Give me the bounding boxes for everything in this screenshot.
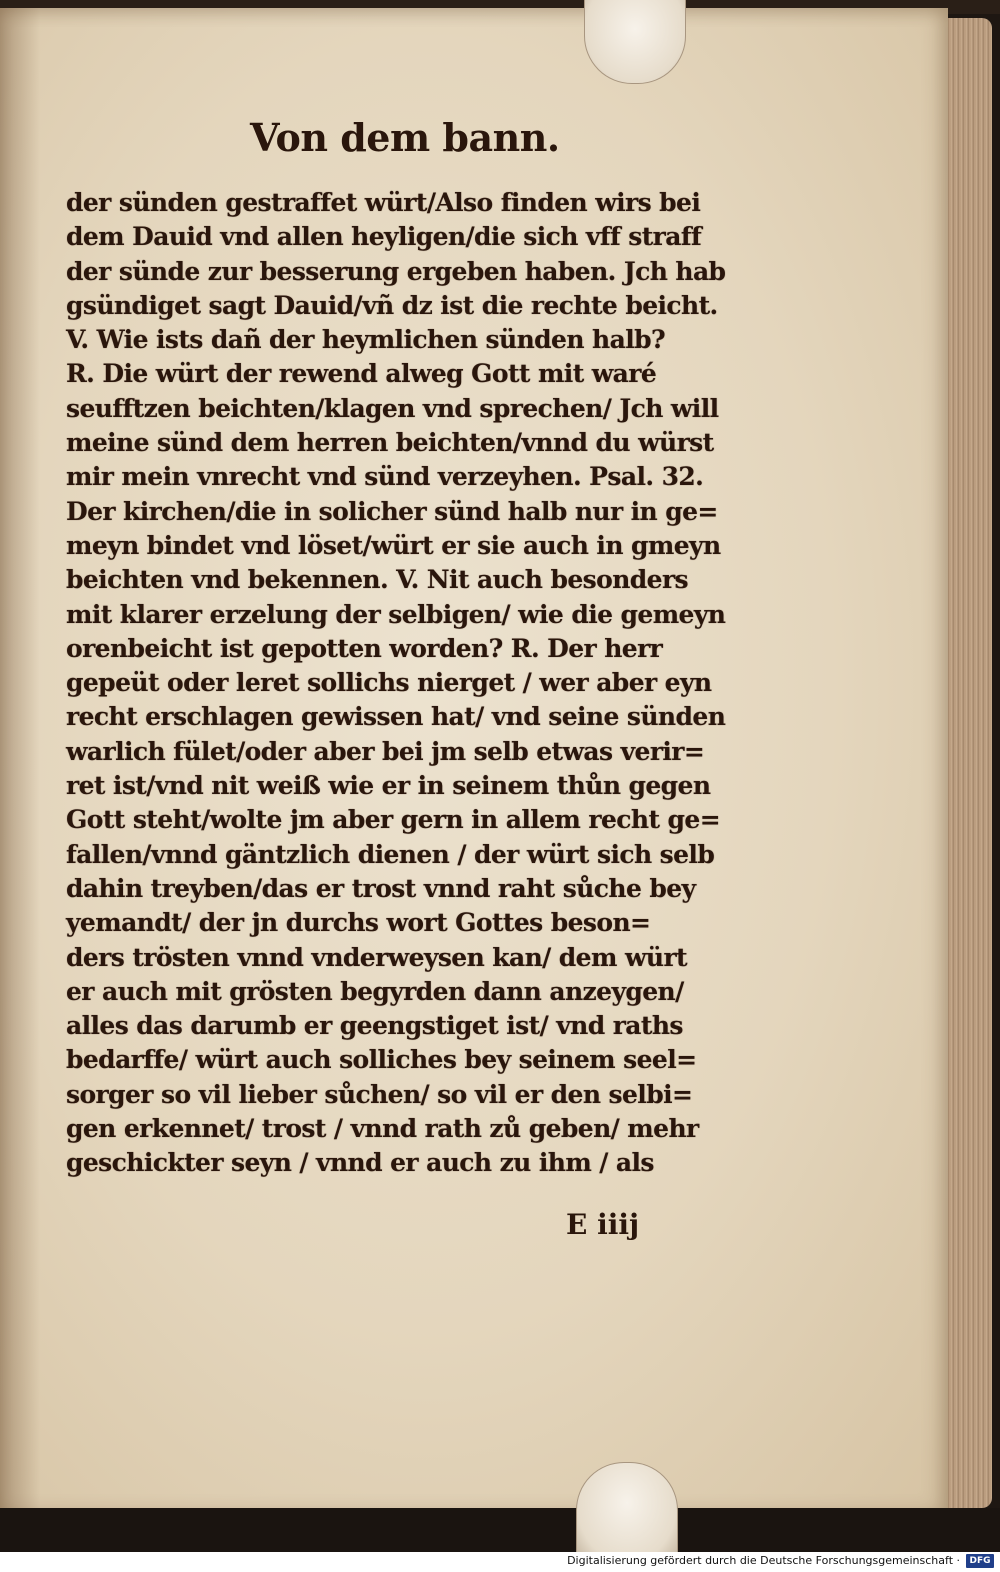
- text-line: R. Die würt der rewend alweg Gott mit waré: [66, 359, 657, 389]
- text-line: warlich fület/oder aber bei jm selb etwas verir=: [66, 736, 705, 766]
- text-line: sorger so vil lieber sůchen/ so vil er den selbi=: [66, 1079, 693, 1109]
- text-line: meyn bindet vnd löset/würt er sie auch in gmeyn: [66, 530, 721, 560]
- text-line: mit klarer erzelung der selbigen/ wie die gemeyn: [66, 599, 726, 629]
- dfg-logo: DFG: [966, 1554, 994, 1568]
- text-line: orenbeicht ist gepotten worden? R. Der herr: [66, 633, 663, 663]
- text-line: V. Wie ists dañ der heymlichen sünden halb?: [66, 325, 666, 355]
- text-line: meine sünd dem herren beichten/vnnd du würst: [66, 428, 714, 458]
- text-line: Gott steht/wolte jm aber gern in allem recht ge=: [66, 805, 721, 835]
- text-line: dahin treyben/das er trost vnnd raht sůche bey: [66, 873, 696, 903]
- text-line: gen erkennet/ trost / vnnd rath zů geben/ mehr: [66, 1114, 699, 1144]
- text-line: gsündiget sagt Dauid/vñ dz ist die rechte beicht.: [66, 290, 718, 320]
- text-line: seufftzen beichten/klagen vnd sprechen/ Jch will: [66, 393, 719, 423]
- text-line: beichten vnd bekennen. V. Nit auch besonders: [66, 565, 689, 595]
- text-line: ders trösten vnnd vnderweysen kan/ dem würt: [66, 942, 687, 972]
- signature-mark: E iiij: [566, 1208, 640, 1241]
- text-line: er auch mit grösten begyrden dann anzeygen/: [66, 976, 684, 1006]
- page-text: [66, 186, 736, 1181]
- text-line: geschickter seyn / vnnd er auch zu ihm / als: [66, 1148, 654, 1178]
- text-line: fallen/vnnd gäntzlich dienen / der würt sich selb: [66, 839, 715, 869]
- funding-credit: Digitalisierung gefördert durch die Deutsche Forschungsgemeinschaft ·: [567, 1554, 960, 1567]
- text-line: der sünden gestraffet würt/Also finden wirs bei: [66, 188, 701, 217]
- page-gutter-shadow: [0, 8, 40, 1513]
- text-line: recht erschlagen gewissen hat/ vnd seine sünden: [66, 702, 726, 732]
- running-head: Von dem bann.: [250, 115, 560, 160]
- text-line: mir mein vnrecht vnd sünd verzeyhen. Psal. 32.: [66, 462, 704, 492]
- text-line: Der kirchen/die in solicher sünd halb nur in ge=: [66, 496, 718, 526]
- text-line: dem Dauid vnd allen heyligen/die sich vff straff: [66, 222, 702, 252]
- text-line: der sünde zur besserung ergeben haben. Jch hab: [66, 256, 726, 286]
- text-line: ret ist/vnd nit weiß wie er in seinem thůn gegen: [66, 771, 711, 801]
- text-line: yemandt/ der jn durchs wort Gottes beson=: [66, 908, 651, 938]
- page-clip-bottom: [576, 1462, 678, 1564]
- text-line: alles das darumb er geengstiget ist/ vnd raths: [66, 1011, 683, 1041]
- text-line: gepeüt oder leret sollichs nierget / wer aber eyn: [66, 668, 712, 698]
- text-line: bedarffe/ würt auch solliches bey seinem seel=: [66, 1045, 697, 1075]
